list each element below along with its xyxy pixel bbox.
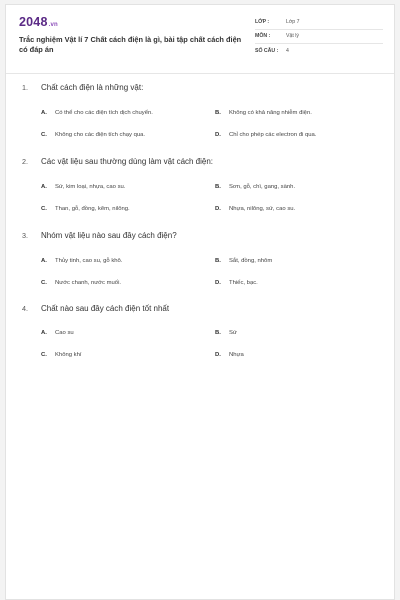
option-c[interactable] (41, 280, 121, 286)
question-text: Các vật liệu sau thường dùng làm vật cách điện: (41, 157, 214, 166)
option-letter: A. (41, 184, 47, 190)
option-letter: D. (215, 280, 221, 286)
option-b[interactable] (215, 258, 272, 264)
option-a[interactable] (41, 258, 122, 264)
meta-value: Lớp 7 (286, 19, 300, 25)
option-letter: B. (215, 184, 221, 190)
option-a[interactable] (41, 184, 125, 190)
meta-row-count (255, 46, 383, 58)
option-letter: B. (215, 258, 221, 264)
option-letter: D. (215, 132, 221, 138)
option-letter: C. (41, 132, 47, 138)
option-letter: C. (41, 280, 47, 286)
option-b[interactable] (215, 110, 312, 116)
question-number: 1. (22, 83, 28, 92)
option-text: Thủy tinh, cao su, gỗ khô. (55, 258, 123, 264)
option-text: Nhựa (229, 352, 244, 358)
option-letter: D. (215, 352, 221, 358)
option-letter: A. (41, 110, 47, 116)
option-text: Sứ (229, 330, 237, 336)
option-text: Chỉ cho phép các electron đi qua. (229, 132, 317, 138)
option-text: Sắt, đồng, nhôm (229, 258, 273, 264)
option-text: Thiếc, bạc. (229, 280, 258, 286)
meta-row-class (255, 17, 383, 30)
option-letter: B. (215, 110, 221, 116)
option-b[interactable] (215, 184, 295, 190)
question-number: 3. (22, 231, 28, 240)
option-text: Không cho các điện tích chạy qua. (55, 132, 146, 138)
meta-label: MÔN : (255, 33, 271, 39)
option-c[interactable] (41, 132, 145, 138)
option-letter: C. (41, 352, 47, 358)
logo-suffix: .vn (48, 22, 58, 28)
quiz-title: Trắc nghiệm Vật lí 7 Chất cách điện là gì, bài tập chất cách điện có đáp án (19, 35, 242, 54)
option-c[interactable] (41, 206, 130, 212)
meta-label: SỐ CÂU : (255, 48, 279, 54)
option-a[interactable] (41, 110, 153, 116)
option-d[interactable] (215, 132, 316, 138)
option-text: Không khí (55, 352, 82, 358)
question-number: 2. (22, 157, 28, 166)
option-b[interactable] (215, 330, 237, 336)
site-logo[interactable] (19, 15, 58, 29)
option-text: Sứ, kim loại, nhựa, cao su. (55, 184, 126, 190)
option-d[interactable] (215, 206, 295, 212)
option-letter: A. (41, 258, 47, 264)
question-number: 4. (22, 304, 28, 313)
question-text: Nhóm vật liệu nào sau đây cách điện? (41, 231, 177, 240)
option-letter: C. (41, 206, 47, 212)
option-text: Nước chanh, nước muối. (55, 280, 122, 286)
question-text: Chất nào sau đây cách điện tốt nhất (41, 304, 170, 313)
option-text: Cao su (55, 330, 74, 336)
option-letter: D. (215, 206, 221, 212)
question-text: Chất cách điện là những vật: (41, 83, 144, 92)
logo-text: 2048 (19, 15, 48, 29)
option-d[interactable] (215, 352, 244, 358)
option-letter: B. (215, 330, 221, 336)
option-text: Nhựa, nilông, sứ, cao su. (229, 206, 296, 212)
option-text: Có thể cho các điện tích dịch chuyển. (55, 110, 153, 116)
meta-value: 4 (286, 48, 289, 54)
option-a[interactable] (41, 330, 74, 336)
quiz-sheet (5, 4, 395, 600)
option-text: Sơn, gỗ, chì, gang, sành. (229, 184, 296, 190)
quiz-header (6, 5, 394, 74)
option-c[interactable] (41, 352, 82, 358)
meta-row-subject (255, 31, 383, 44)
meta-label: LỚP : (255, 19, 270, 25)
option-letter: A. (41, 330, 47, 336)
meta-value: Vật lý (286, 33, 299, 39)
option-text: Không có khả năng nhiễm điện. (229, 110, 312, 116)
option-text: Than, gỗ, đồng, kẽm, nilông. (55, 206, 130, 212)
option-d[interactable] (215, 280, 258, 286)
